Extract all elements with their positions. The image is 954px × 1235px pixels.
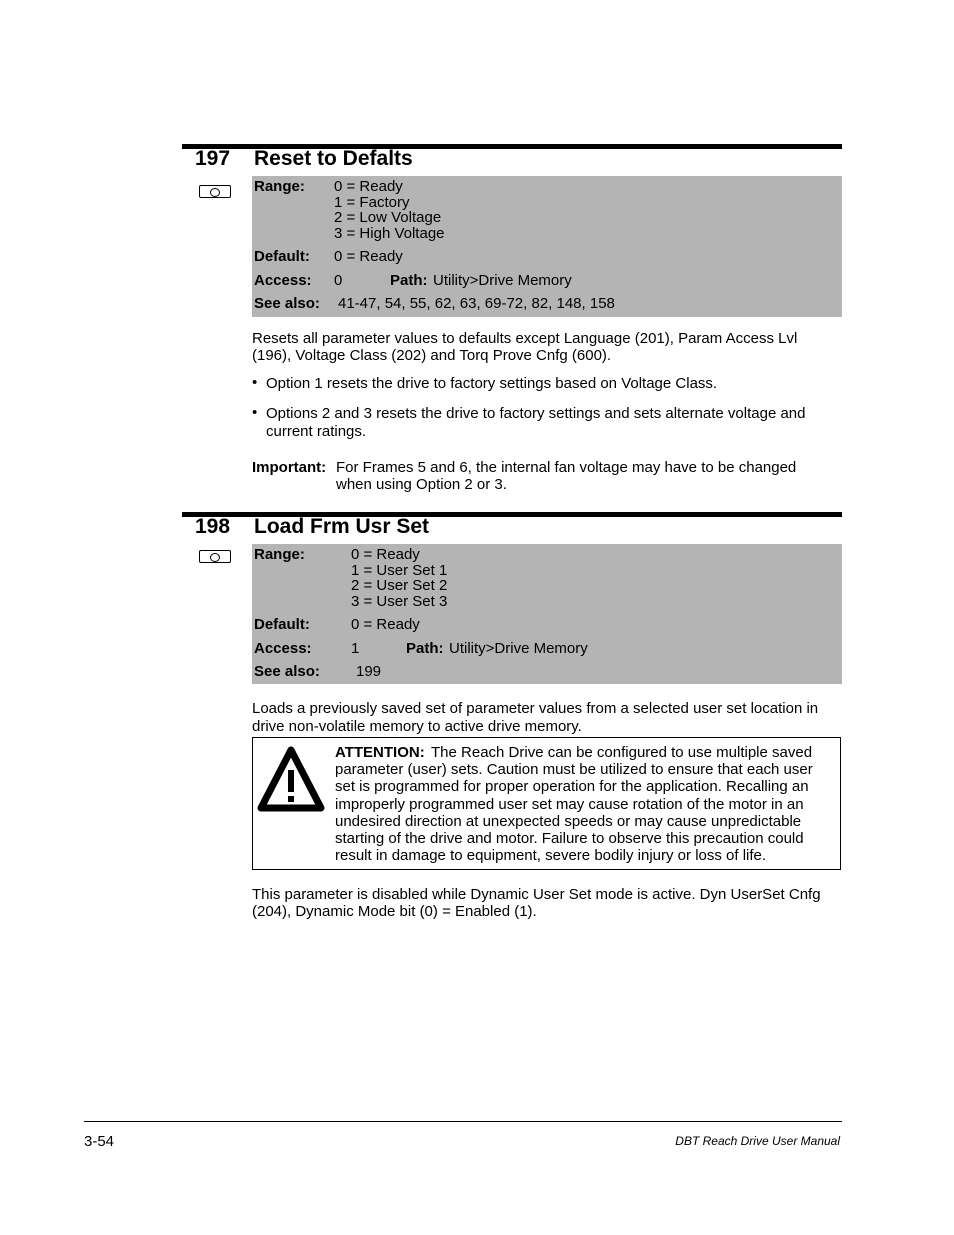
- path-value: Utility>Drive Memory: [449, 640, 588, 657]
- param-title-197: Reset to Defalts: [254, 147, 413, 170]
- param-read-write-icon: [199, 185, 231, 198]
- see-also-label: See also:: [254, 295, 320, 312]
- bullet-icon: •: [252, 374, 258, 391]
- range-label: Range:: [254, 546, 305, 563]
- range-label: Range:: [254, 178, 305, 195]
- attention-text: set is programmed for proper operation for the application. Recalling an: [335, 778, 809, 795]
- path-label: Path:: [390, 272, 428, 289]
- range-value-1: 1 = User Set 1: [351, 562, 448, 579]
- range-value-3: 3 = User Set 3: [351, 593, 448, 610]
- access-value: 1: [351, 640, 360, 657]
- attention-text: parameter (user) sets. Caution must be utilized to ensure that each user: [335, 761, 813, 778]
- param-table-197: [252, 176, 842, 317]
- attention-text: The Reach Drive can be configured to use multiple saved: [431, 744, 813, 761]
- range-value-3: 3 = High Voltage: [334, 225, 445, 242]
- description-line: (196), Voltage Class (202) and Torq Prove Cnfg (600).: [252, 347, 612, 364]
- warning-icon: [257, 746, 325, 812]
- range-value-1: 1 = Factory: [334, 194, 410, 211]
- bullet-icon: •: [252, 404, 258, 421]
- param-read-write-icon: [199, 550, 231, 563]
- default-value: 0 = Ready: [351, 616, 420, 633]
- attention-text: undesired direction at unexpected speeds or may cause unpredictable: [335, 813, 802, 830]
- important-text: For Frames 5 and 6, the internal fan voltage may have to be changed: [336, 459, 797, 476]
- path-value: Utility>Drive Memory: [433, 272, 572, 289]
- path-label: Path:: [406, 640, 444, 657]
- description-line: Loads a previously saved set of parameter values from a selected user set location in: [252, 700, 819, 717]
- description-line: drive non-volatile memory to active drive memory.: [252, 718, 582, 735]
- bullet-text: Options 2 and 3 resets the drive to factory settings and sets alternate voltage and: [266, 405, 806, 422]
- manual-title: DBT Reach Drive User Manual: [675, 1134, 840, 1148]
- access-value: 0: [334, 272, 343, 289]
- param-title-198: Load Frm Usr Set: [254, 515, 430, 538]
- attention-text: improperly programmed user set may cause rotation of the motor in an: [335, 796, 804, 813]
- param-table-198: [252, 544, 842, 684]
- access-label: Access:: [254, 272, 312, 289]
- important-label: Important:: [252, 459, 327, 476]
- see-also-value: 41-47, 54, 55, 62, 63, 69-72, 82, 148, 158: [338, 295, 615, 312]
- attention-label: ATTENTION:: [335, 744, 425, 761]
- footer-rule: [84, 1121, 842, 1122]
- default-label: Default:: [254, 616, 310, 633]
- range-value-0: 0 = Ready: [334, 178, 403, 195]
- attention-text: result in damage to equipment, severe bodily injury or loss of life.: [335, 847, 767, 864]
- note-line: This parameter is disabled while Dynamic User Set mode is active. Dyn UserSet Cnfg: [252, 886, 821, 903]
- default-label: Default:: [254, 248, 310, 265]
- bullet-text: current ratings.: [266, 423, 367, 440]
- description-line: Resets all parameter values to defaults except Language (201), Param Access Lvl: [252, 330, 798, 347]
- see-also-label: See also:: [254, 663, 320, 680]
- param-number-198: 198: [195, 515, 231, 538]
- see-also-value: 199: [356, 663, 382, 680]
- range-value-2: 2 = Low Voltage: [334, 209, 442, 226]
- param-number-197: 197: [195, 147, 231, 170]
- page-number: 3-54: [84, 1133, 115, 1150]
- range-value-2: 2 = User Set 2: [351, 577, 448, 594]
- important-text: when using Option 2 or 3.: [336, 476, 507, 493]
- attention-text: starting of the drive and motor. Failure to observe this precaution could: [335, 830, 804, 847]
- default-value: 0 = Ready: [334, 248, 403, 265]
- bullet-text: Option 1 resets the drive to factory settings based on Voltage Class.: [266, 375, 718, 392]
- access-label: Access:: [254, 640, 312, 657]
- note-line: (204), Dynamic Mode bit (0) = Enabled (1).: [252, 903, 537, 920]
- range-value-0: 0 = Ready: [351, 546, 420, 563]
